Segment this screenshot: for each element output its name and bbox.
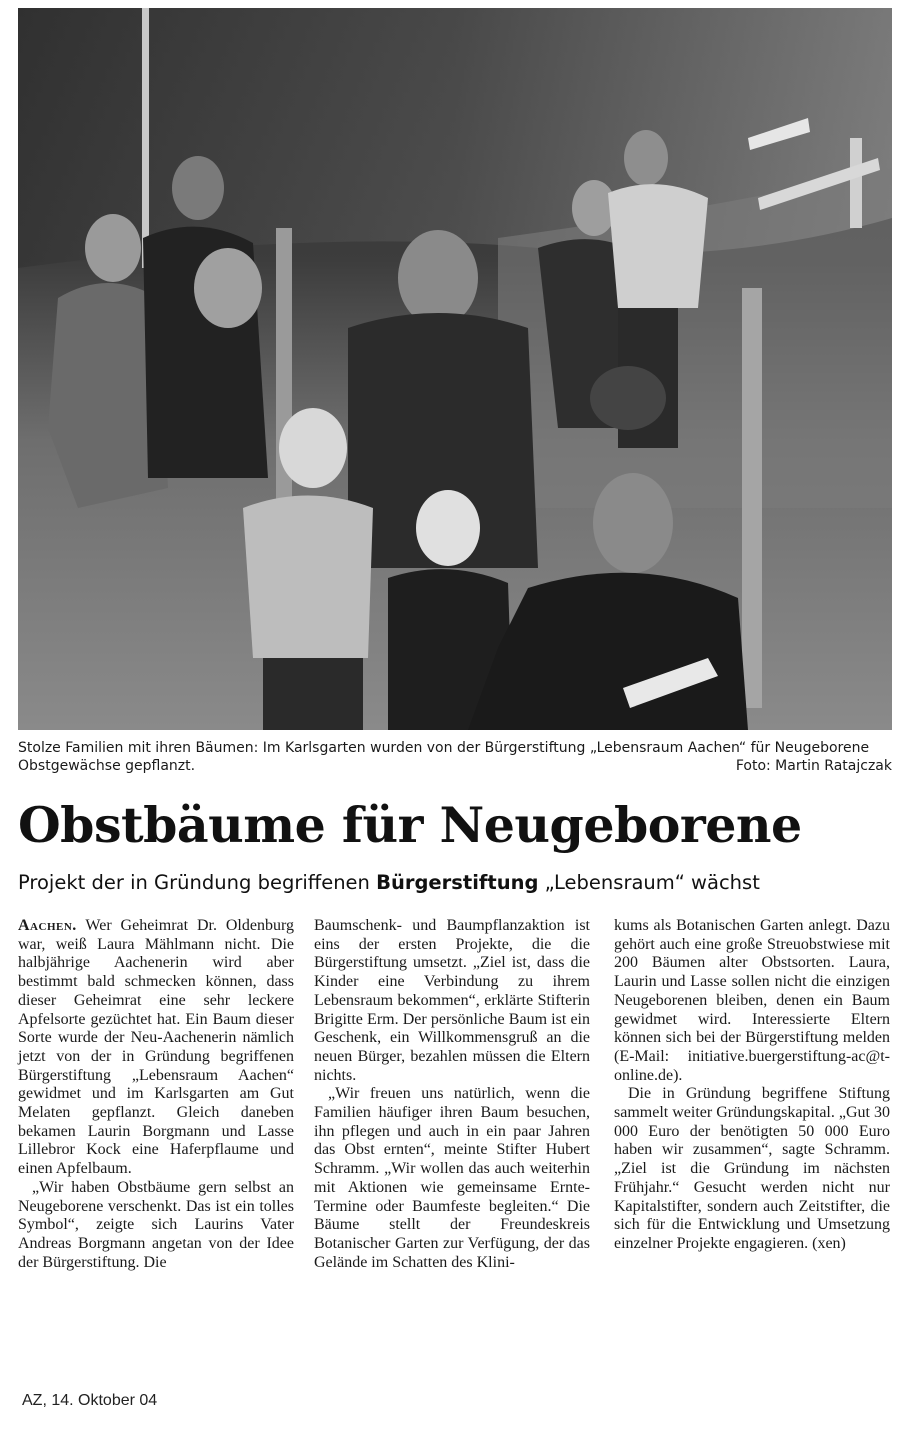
photo-credit: Foto: Martin Ratajczak [735,758,892,774]
article-photo [18,8,892,730]
article-subhead [18,869,892,897]
article-column-1 [18,917,294,1272]
paragraph: kums als Botanischen Garten anlegt. Dazu gehört auch eine große Streuobstwiese mit 200 Bäumen alter Obstsorten. Laura, Laurin und Lasse sollen nicht die einzigen Neugeborenen bleiben, denen ein Baum gewidmet wird. Interessierte Eltern können sich bei der Bürgerstiftung melden (E-Mail: initiative.buergerstiftung-ac@t-online.de). [614,917,890,1084]
caption-text: Stolze Familien mit ihren Bäumen: Im Karlsgarten wurden von der Bürgerstiftung „Lebensraum Aachen“ für Neugeborene Obstgewächse gepflanzt. [18,740,870,774]
paragraph: „Wir haben Obstbäume gern selbst an Neugeborene verschenkt. Das ist ein tolles Symbol“, zeigte sich Laurins Vater Andreas Borgmann angetan von der Idee der Bürgerstiftung. Die [18,1178,294,1271]
photo-caption [18,739,892,775]
paragraph: „Wir freuen uns natürlich, wenn die Familien häufiger ihren Baum besuchen, ihn pflegen und auch in ein paar Jahren das Obst ernten“, meinte Stifter Hubert Schramm. „Wir wollen das auch weiterhin mit Aktionen wie gemeinsame Ernte-Termine oder Baumfeste begleiten.“ Die Bäume stellt der Freundeskreis Botanischer Garten zur Verfügung, der das Gelände im Schatten des Klini- [314,1085,590,1271]
paragraph: Die in Gründung begriffene Stiftung sammelt weiter Gründungskapital. „Gut 30 000 Euro der benötigten 50 000 Euro haben wir zusammen“, sagte Schramm. „Ziel ist die Gründung im nächsten Frühjahr.“ Gesucht werden nicht nur Kapitalstifter, sondern auch Zeitstifter, die sich für die Entwicklung und Umsetzung einzelner Projekte engagieren. (xen) [614,1085,890,1252]
paragraph [18,917,294,1179]
photo-illustration [18,8,892,730]
source-note: AZ, 14. Oktober 04 [22,1392,158,1409]
dateline: Aachen. [18,917,77,934]
article-column-3 [614,917,890,1254]
subhead-tail: „Lebensraum“ wächst [538,871,760,894]
subhead-bold: Bürgerstiftung [376,871,539,894]
paragraph: Baumschenk- und Baumpflanzaktion ist eins der ersten Projekte, die die Bürgerstiftung umsetzt. „Ziel ist, dass die Kinder eine Verbindung zu ihrem Lebensraum bekommen“, erklärte Stifterin Brigitte Erm. Der persönliche Baum ist ein Geschenk, ein Willkommensgruß an die neuen Bürger, bezahlen müssen die Eltern nichts. [314,917,590,1084]
article-headline: Obstbäume für Neugeborene [18,796,802,854]
subhead-text: Projekt der in Gründung begriffenen [18,871,377,894]
article-column-2 [314,917,590,1272]
paragraph-text: Wer Geheimrat Dr. Oldenburg war, weiß Laura Mählmann nicht. Die halbjährige Aachenerin wird aber bestimmt bald schmecken können, dass dieser Geheimrat eine sehr leckere Apfelsorte gezüchtet hat. Ein Baum dieser Sorte wurde der Neu-Aachenerin nämlich jetzt von der in Gründung begriffenen Bürgerstiftung „Lebensraum Aachen“ gewidmet und im Karlsgarten am Gut Melaten gepflanzt. Gleich daneben bekamen Laurin Borgmann und Lasse Lillebror Kock eine Haferpflaume und einen Apfelbaum. [18,917,294,1178]
